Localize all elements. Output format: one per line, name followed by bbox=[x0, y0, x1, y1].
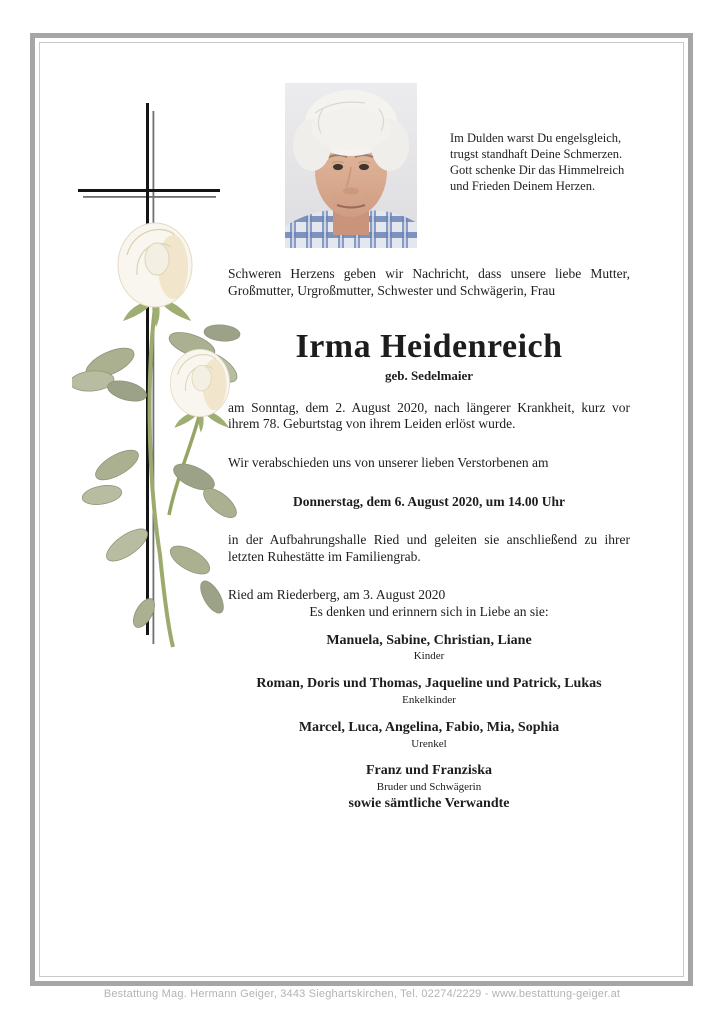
death-info: am Sonntag, dem 2. August 2020, nach längerer Krankheit, kurz vor ihrem 78. Geburtstag von ihrem Leiden erlöst wurde. bbox=[228, 399, 630, 432]
poem-line: und Frieden Deinem Herzen. bbox=[450, 178, 596, 193]
mourner-group bbox=[228, 676, 630, 708]
deceased-name: Irma Heidenreich bbox=[295, 328, 563, 366]
white-roses-image bbox=[72, 215, 242, 655]
maiden-name: geb. Sedelmaier bbox=[384, 367, 474, 383]
announcement-intro: Schweren Herzens geben wir Nachricht, dass unsere liebe Mutter, Großmutter, Urgroßmutter, Schwester und Schwägerin, Frau bbox=[228, 266, 630, 298]
mourner-relation: Enkelkinder bbox=[402, 693, 456, 706]
portrait-photo bbox=[285, 83, 417, 248]
poem-line: Im Dulden warst Du engelsgleich, bbox=[450, 131, 622, 145]
mourner-relation: Urenkel bbox=[411, 737, 447, 750]
mourner-group bbox=[228, 633, 630, 665]
mourner-group bbox=[228, 720, 630, 752]
poem-line: trugst standhaft Deine Schmerzen. bbox=[450, 146, 623, 161]
mourners-intro: Es denken und erinnern sich in Liebe an sie: bbox=[309, 604, 549, 620]
funeral-home-footer: Bestattung Mag. Hermann Geiger, 3443 Sieghartskirchen, Tel. 02274/2229 - www.bestattung-geiger.at bbox=[103, 988, 621, 1000]
dateline: Ried am Riederberg, am 3. August 2020 bbox=[228, 587, 446, 603]
poem-line: Gott schenke Dir das Himmelreich bbox=[450, 162, 625, 177]
mourner-names: Manuela, Sabine, Christian, Liane bbox=[326, 632, 532, 648]
mourner-group bbox=[228, 763, 630, 795]
farewell-intro: Wir verabschieden uns von unserer lieben Verstorbenen am bbox=[228, 455, 549, 471]
farewell-place: in der Aufbahrungshalle Ried und geleiten sie anschließend zu ihrer letzten Ruhestätte im Familiengrab. bbox=[228, 532, 630, 564]
closing-line: sowie sämtliche Verwandte bbox=[348, 795, 510, 811]
mourner-relation: Kinder bbox=[413, 650, 445, 663]
farewell-date: Donnerstag, dem 6. August 2020, um 14.00 Uhr bbox=[293, 493, 565, 509]
mourner-names: Marcel, Luca, Angelina, Fabio, Mia, Sophia bbox=[298, 719, 560, 735]
announcement-body bbox=[228, 266, 630, 812]
poem bbox=[450, 131, 640, 195]
mourner-names: Roman, Doris und Thomas, Jaqueline und Patrick, Lukas bbox=[256, 676, 602, 692]
mourner-names: Franz und Franziska bbox=[365, 763, 492, 779]
mourner-relation: Bruder und Schwägerin bbox=[376, 781, 482, 794]
